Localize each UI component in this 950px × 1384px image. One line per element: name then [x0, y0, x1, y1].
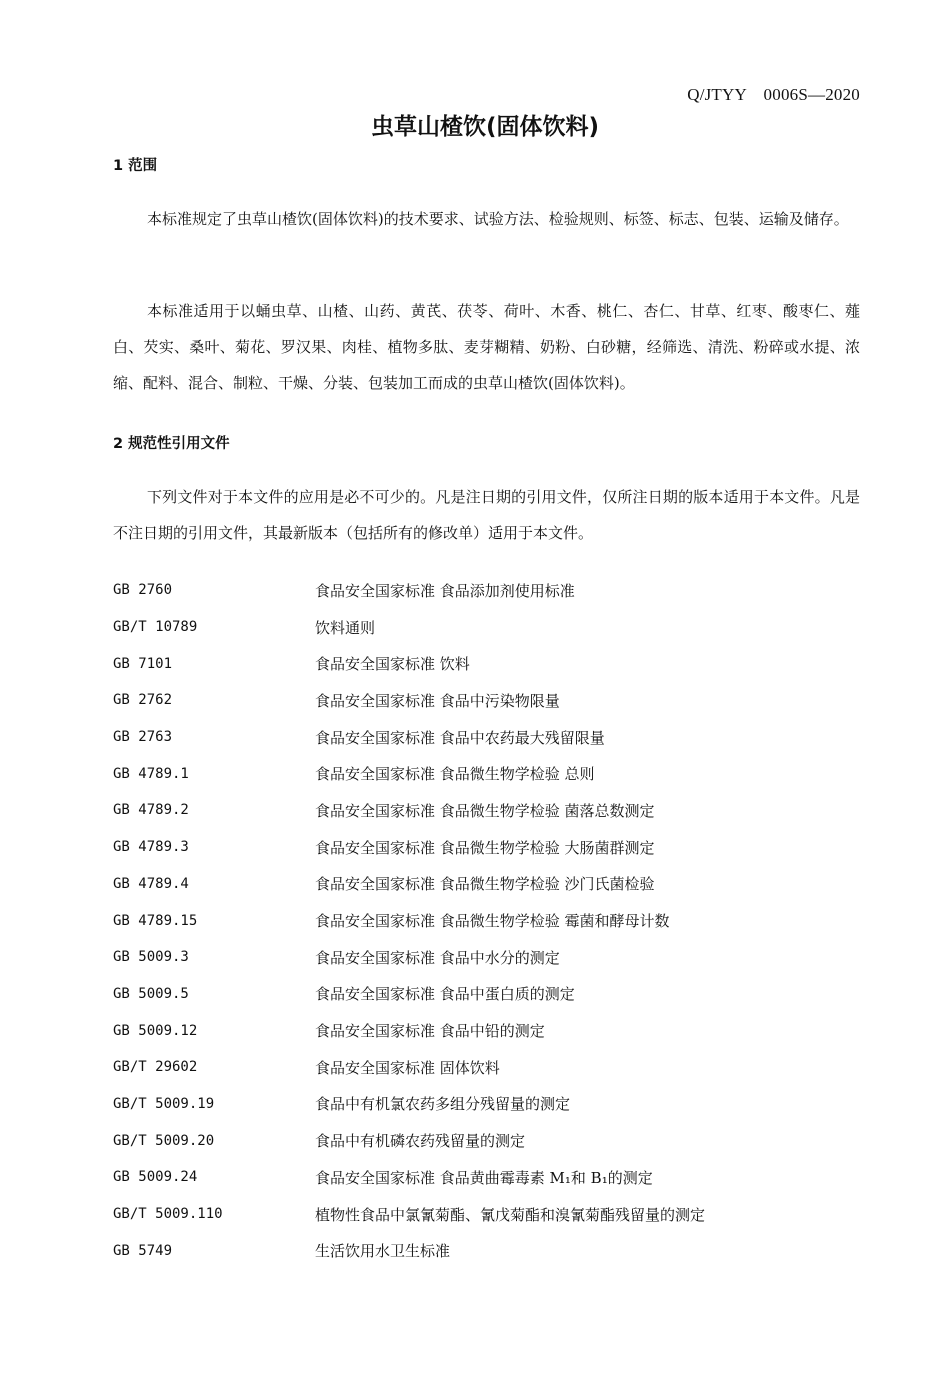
reference-title: 食品安全国家标准 食品中水分的测定: [315, 948, 560, 967]
reference-title: 食品安全国家标准 食品微生物学检验 大肠菌群测定: [315, 838, 655, 857]
section-2-paragraph-1: 下列文件对于本文件的应用是必不可少的。凡是注日期的引用文件，仅所注日期的版本适用于本文件。凡是不注日期的引用文件，其最新版本（包括所有的修改单）适用于本文件。: [113, 488, 860, 542]
reference-code: GB 2762: [113, 692, 173, 709]
reference-title: 食品安全国家标准 食品添加剂使用标准: [315, 581, 575, 600]
reference-title: 食品安全国家标准 食品微生物学检验 菌落总数测定: [315, 801, 655, 820]
reference-title: 食品安全国家标准 食品中农药最大残留限量: [315, 728, 605, 747]
reference-row: [113, 902, 873, 939]
reference-code: GB/T 5009.20: [113, 1132, 215, 1149]
reference-title: 饮料通则: [315, 618, 376, 637]
reference-title: 生活饮用水卫生标准: [315, 1242, 451, 1261]
reference-row: [113, 609, 873, 646]
reference-row: [113, 1049, 873, 1086]
section-1-paragraph-1: 本标准规定了虫草山楂饮(固体饮料)的技术要求、试验方法、检验规则、标签、标志、包装、运输及储存。: [147, 210, 849, 228]
reference-row: [113, 1122, 873, 1159]
reference-code: GB 4789.1: [113, 765, 189, 782]
reference-code: GB 4789.2: [113, 802, 189, 819]
section-2-heading: 2 规范性引用文件: [113, 436, 230, 452]
reference-code: GB 2760: [113, 582, 173, 599]
reference-code: GB 5009.24: [113, 1169, 198, 1186]
reference-title: 食品中有机磷农药残留量的测定: [315, 1132, 526, 1151]
reference-row: [113, 645, 873, 682]
reference-row: [113, 755, 873, 792]
reference-title: 食品中有机氯农药多组分残留量的测定: [315, 1095, 571, 1114]
section-1-heading: 1 范围: [113, 158, 158, 174]
document-title: 虫草山楂饮(固体饮料): [370, 114, 600, 140]
reference-code: GB 5749: [113, 1242, 173, 1259]
reference-code: GB 7101: [113, 655, 173, 672]
reference-row: [113, 1159, 873, 1196]
standard-number: Q/JTYY 0006S—2020: [687, 85, 860, 104]
reference-code: GB/T 5009.19: [113, 1095, 215, 1112]
reference-title: 食品安全国家标准 固体饮料: [315, 1058, 500, 1077]
reference-list: [113, 572, 873, 1269]
reference-row: [113, 1196, 873, 1233]
reference-row: [113, 829, 873, 866]
reference-code: GB/T 5009.110: [113, 1206, 223, 1223]
reference-row: [113, 976, 873, 1013]
reference-code: GB/T 10789: [113, 619, 198, 636]
reference-row: [113, 1012, 873, 1049]
reference-row: [113, 792, 873, 829]
reference-row: [113, 939, 873, 976]
reference-code: GB 4789.4: [113, 875, 189, 892]
reference-row: [113, 1086, 873, 1123]
reference-title: 食品安全国家标准 食品微生物学检验 霉菌和酵母计数: [315, 912, 670, 931]
reference-title: 食品安全国家标准 食品微生物学检验 总则: [315, 765, 595, 784]
reference-row: [113, 719, 873, 756]
reference-title: 食品安全国家标准 食品中污染物限量: [315, 691, 560, 710]
reference-title: 食品安全国家标准 食品中蛋白质的测定: [315, 985, 575, 1004]
reference-title: 植物性食品中氯氰菊酯、氰戊菊酯和溴氰菊酯残留量的测定: [315, 1205, 706, 1224]
reference-code: GB 2763: [113, 729, 173, 746]
reference-row: [113, 866, 873, 903]
reference-code: GB/T 29602: [113, 1059, 198, 1076]
reference-row: [113, 1232, 873, 1269]
reference-title: 食品安全国家标准 食品中铅的测定: [315, 1022, 545, 1041]
reference-title: 食品安全国家标准 食品微生物学检验 沙门氏菌检验: [315, 875, 655, 894]
reference-code: GB 5009.12: [113, 1022, 198, 1039]
reference-row: [113, 682, 873, 719]
reference-title: 食品安全国家标准 饮料: [315, 655, 470, 674]
reference-code: GB 5009.3: [113, 949, 189, 966]
section-1-paragraph-2: 本标准适用于以蛹虫草、山楂、山药、黄芪、茯苓、荷叶、木香、桃仁、杏仁、甘草、红枣、酸枣仁、薤白、芡实、桑叶、菊花、罗汉果、肉桂、植物多肽、麦芽糊精、奶粉、白砂糖，经筛选、清洗、粉碎或水提、浓缩、配料、混合、制粒、干燥、分装、包装加工而成的虫草山楂饮(固体饮料)。: [113, 302, 860, 392]
reference-code: GB 4789.3: [113, 839, 189, 856]
reference-code: GB 5009.5: [113, 985, 189, 1002]
reference-code: GB 4789.15: [113, 912, 198, 929]
reference-title: 食品安全国家标准 食品黄曲霉毒素 M₁和 B₁的测定: [315, 1168, 653, 1187]
reference-row: [113, 572, 873, 609]
